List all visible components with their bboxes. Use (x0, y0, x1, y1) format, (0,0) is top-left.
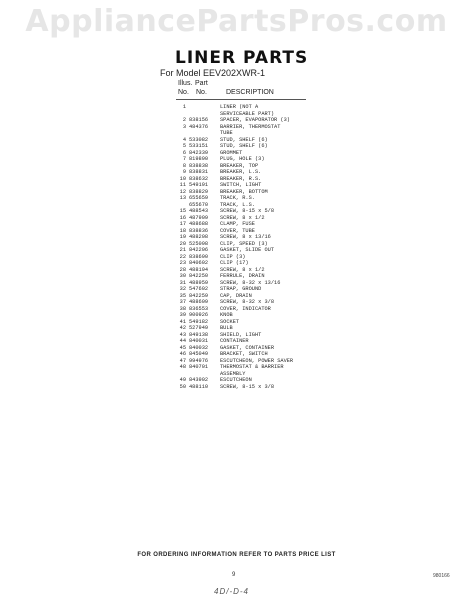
part-description: SCREW, 8 x 1/2 (220, 266, 265, 273)
part-number: 840602 (189, 260, 209, 266)
part-number: 838836 (189, 227, 209, 234)
illus-number: 11 (179, 182, 186, 188)
part-description: CLIP (3) (220, 253, 246, 260)
part-number: 655670 (189, 201, 209, 208)
handwritten-note: 4D/-D-4 (214, 587, 250, 596)
part-number: 525098 (189, 240, 209, 247)
part-description: PLUG, HOLE (3) (220, 156, 265, 162)
illus-number: 38 (179, 305, 186, 312)
illus-number: 18 (179, 227, 186, 234)
part-number: 849138 (189, 331, 209, 338)
illus-number: 21 (179, 247, 186, 253)
part-description: SHIELD, LIGHT (220, 331, 262, 338)
part-description: BARRIER, THERMOSTAT (220, 123, 281, 130)
part-description: SCREW, 8-15 x 3/8 (220, 383, 275, 390)
part-number: 533082 (189, 136, 209, 143)
illus-number: 45 (179, 344, 186, 351)
part-description: BRACKET, SWITCH (220, 351, 268, 357)
part-number: 488194 (189, 266, 209, 273)
part-description: STUD, SHELF (6) (220, 143, 268, 149)
part-description: CONTAINER (220, 338, 249, 344)
part-description: THERMOSTAT & BARRIER (220, 364, 284, 370)
illus-number: 46 (179, 351, 186, 357)
part-description: SCREW, 8 x 1/2 (220, 214, 265, 221)
part-number: 655659 (189, 195, 209, 201)
part-description: ASSEMBLY (220, 370, 246, 377)
page-number: 9 (232, 572, 236, 578)
part-number: 836553 (189, 305, 209, 312)
illus-number: 1 (182, 104, 186, 110)
header-rule (176, 99, 306, 100)
part-number: 533151 (189, 143, 209, 149)
part-description: ESCUTCHEON, POWER SAVER (220, 357, 294, 364)
part-description: BREAKER, L.S. (220, 169, 262, 175)
part-number: 842339 (189, 149, 209, 156)
illus-number: 8 (182, 162, 186, 169)
illus-number: 42 (179, 325, 186, 331)
illus-number: 19 (179, 234, 186, 240)
part-description: GROMMET (220, 149, 243, 156)
part-description: TRACK, R.S. (220, 195, 255, 201)
part-number: 819890 (189, 156, 209, 162)
part-number: 488543 (189, 208, 209, 214)
part-description: ESCUTCHEON (220, 377, 252, 383)
table-row (172, 384, 332, 391)
header-part-no: No. (196, 89, 207, 96)
illus-number: 43 (179, 331, 186, 338)
part-description: CAP, DRAIN (220, 292, 252, 299)
illus-number: 32 (179, 286, 186, 292)
part-description: CLIP (17) (220, 260, 249, 266)
part-description: SCREW, 8-15 x 5/8 (220, 208, 275, 214)
part-description: COVER, TUBE (220, 227, 255, 234)
header-description: DESCRIPTION (226, 89, 274, 96)
part-number: 842259 (189, 292, 209, 299)
part-description: FERRULE, DRAIN (220, 273, 265, 279)
part-number: 840031 (189, 338, 209, 344)
part-description: SCREW, 8-32 x 13/16 (220, 279, 281, 286)
part-description: SWITCH, LIGHT (220, 182, 262, 188)
part-number: 549182 (189, 318, 209, 325)
part-description: CLAMP, FUSE (220, 221, 255, 227)
illus-number: 5 (182, 143, 186, 149)
part-description: BREAKER, BOTTOM (220, 188, 268, 195)
illus-number: 13 (179, 195, 186, 201)
illus-number: 44 (179, 338, 186, 344)
part-description: BULB (220, 325, 233, 331)
illus-number: 15 (179, 208, 186, 214)
illus-number: 22 (179, 253, 186, 260)
part-number: 484376 (189, 123, 209, 130)
part-number: 843902 (189, 377, 209, 383)
illus-number: 9 (182, 169, 186, 175)
parts-list (172, 104, 332, 390)
document-id: 980166 (433, 573, 450, 579)
part-description: SERVICEABLE PART) (220, 110, 275, 117)
part-description: GASKET, SLIDE OUT (220, 247, 275, 253)
part-number: 488110 (189, 383, 209, 390)
part-number: 527949 (189, 325, 209, 331)
illus-number: 16 (179, 214, 186, 221)
part-number: 488609 (189, 299, 209, 305)
illus-number: 48 (179, 364, 186, 370)
part-number: 549191 (189, 182, 209, 188)
illus-number: 30 (179, 273, 186, 279)
illus-number: 7 (182, 156, 186, 162)
illus-number: 3 (182, 123, 186, 130)
part-number: 838632 (189, 175, 209, 182)
header-illus-no: No. (178, 89, 189, 96)
header-illus: Illus. (178, 80, 193, 87)
part-description: SCREW, 8-32 x 3/8 (220, 299, 275, 305)
illus-number: 39 (179, 312, 186, 318)
part-number: 838838 (189, 162, 209, 169)
illus-number: 37 (179, 299, 186, 305)
illus-number: 41 (179, 318, 186, 325)
part-number: 838831 (189, 169, 209, 175)
part-description: BREAKER, TOP (220, 162, 259, 169)
part-number: 838156 (189, 117, 209, 123)
part-number: 842250 (189, 273, 209, 279)
part-number: 900926 (189, 312, 209, 318)
illus-number: 20 (179, 240, 186, 247)
illus-number: 10 (179, 175, 186, 182)
part-number: 838829 (189, 188, 209, 195)
watermark-text: AppliancePartsPros.com (25, 4, 448, 39)
part-description: SPACER, EVAPORATOR (3) (220, 117, 290, 123)
ordering-footer: FOR ORDERING INFORMATION REFER TO PARTS PRICE LIST (137, 552, 336, 558)
part-number: 840701 (189, 364, 209, 370)
illus-number: 12 (179, 188, 186, 195)
part-description: CLIP, SPEED (3) (220, 240, 268, 247)
illus-number: 6 (182, 149, 186, 156)
part-description: TRACK, L.S. (220, 201, 255, 208)
part-description: GASKET, CONTAINER (220, 344, 275, 351)
part-number: 488959 (189, 279, 209, 286)
part-number: 488208 (189, 234, 209, 240)
illus-number: 4 (182, 136, 186, 143)
illus-number: 31 (179, 279, 186, 286)
part-description: COVER, INDICATOR (220, 305, 271, 312)
header-part: Part (195, 80, 208, 87)
part-number: 838690 (189, 253, 209, 260)
illus-number: 50 (179, 383, 186, 390)
part-description: SCREW, 8 x 13/16 (220, 234, 271, 240)
illus-number: 35 (179, 292, 186, 299)
part-description: BREAKER, R.S. (220, 175, 262, 182)
illus-number: 23 (179, 260, 186, 266)
part-number: 488688 (189, 221, 209, 227)
part-number: 840032 (189, 344, 209, 351)
part-description: STRAP, GROUND (220, 286, 262, 292)
page-title: LINER PARTS (175, 48, 309, 68)
part-description: KNOB (220, 312, 233, 318)
part-number: 845049 (189, 351, 209, 357)
part-description: LINER (NOT A (220, 104, 259, 110)
part-description: TUBE (220, 130, 233, 136)
illus-number: 17 (179, 221, 186, 227)
part-description: SOCKET (220, 318, 240, 325)
part-number: 842206 (189, 247, 209, 253)
illus-number: 28 (179, 266, 186, 273)
model-subtitle: For Model EEV202XWR-1 (160, 68, 266, 78)
part-number: 487909 (189, 214, 209, 221)
illus-number: 47 (179, 357, 186, 364)
illus-number: 2 (182, 117, 186, 123)
part-number: 994976 (189, 357, 209, 364)
part-number: 547602 (189, 286, 209, 292)
illus-number: 49 (179, 377, 186, 383)
part-description: STUD, SHELF (6) (220, 136, 268, 143)
